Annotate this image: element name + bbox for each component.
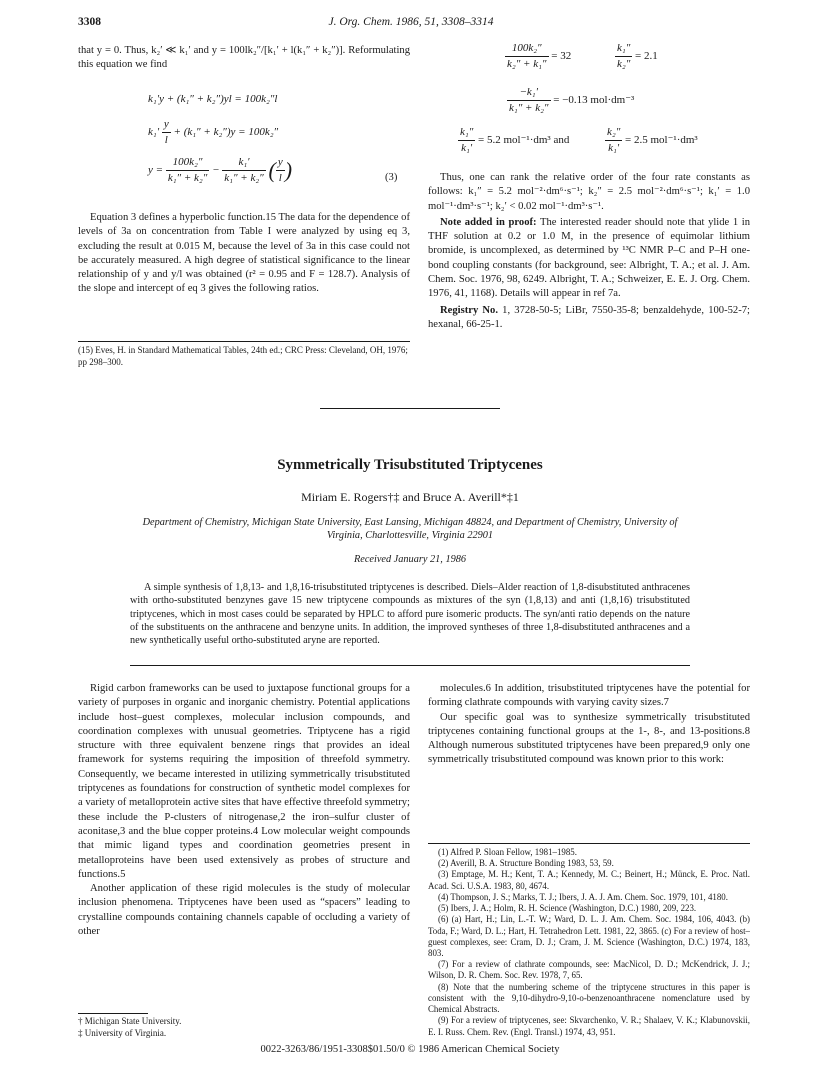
ratio-2-den: k₂″	[617, 57, 631, 70]
eq-b-fraction	[162, 117, 171, 148]
eq3-minus: −	[212, 163, 220, 176]
body-left	[78, 682, 410, 939]
ratio-2-value: = 2.1	[635, 49, 658, 62]
article-affiliation: Department of Chemistry, Michigan State University, East Lansing, Michigan 48824, and Department of Chemistry, University of Virginia, Charlottesville, Virginia 22901	[142, 517, 678, 542]
registry-label: Registry No.	[440, 304, 498, 316]
registry-text: 1, 3728-50-5; LiBr, 7550-35-8; benzaldehyde, 100-52-7; hexanal, 66-25-1.	[428, 304, 750, 330]
body-right-paragraph-2: Our specific goal was to synthesize symmetrically trisubstituted triptycenes containing functional groups at the 1-, 8-, and 13-positions.8 Although numerous substituted triptycenes have been prepared,9 only one symmetrically trisubstituted compound was known prior to this work:	[428, 711, 750, 766]
reference-item: (4) Thompson, J. S.; Marks, T. J.; Ibers, J. A. J. Am. Chem. Soc. 1979, 101, 4180.	[438, 891, 728, 902]
ratio-1-num: 100k₂″	[505, 41, 549, 57]
eq3-paren-den: l	[278, 171, 282, 184]
ratio-4	[458, 125, 569, 156]
ratio-4-den: k₁′	[461, 141, 473, 154]
eq-b-den: l	[164, 133, 168, 146]
hyperbolic-paragraph: Equation 3 defines a hyperbolic function.15 The data for the dependence of levels of 3a on concentration from Table I were analyzed by using eq 3, excluding the result at 0.015 M, because the level of 3a in this case could not be accurately measured. A high degree of statistical significance to the linear relationship of y and y/l was obtained (r² = 0.95 and F = 128.7). Analysis of the slope and intercept of eq 3 gives the following ratios.	[78, 212, 410, 295]
right-text	[428, 171, 750, 332]
journal-citation: J. Org. Chem. 1986, 51, 3308–3314	[328, 16, 494, 28]
ratio-1	[505, 41, 571, 72]
abstract-rule	[130, 665, 690, 666]
ratio-3-num: −k₁′	[507, 85, 551, 101]
equation-b	[148, 117, 278, 148]
reference-item: (7) For a review of clathrate compounds, see: MacNicol, D. D.; McKendrick, J. J.; Wilson, D. R. Chem. Soc. Rev. 1978, 7, 65.	[428, 959, 750, 981]
ratio-5-fraction	[605, 125, 622, 156]
section-divider	[320, 408, 500, 409]
ratio-1-den: k₂″ + k₁″	[507, 57, 547, 70]
eq3-f2-num: k₁′	[222, 155, 266, 171]
footnote-rule	[78, 341, 410, 342]
ratio-5	[605, 125, 698, 156]
affiliation-footnote-rule	[78, 1013, 148, 1014]
eq3-fraction-2	[222, 155, 266, 186]
eq3-f1-num: 100k₂″	[166, 155, 210, 171]
note-text: The interested reader should note that ylide 1 in THF solution at 0.2 or 1.0 M, in the presence of equimolar lithium bromide, is uncomplexed, as determined by ¹³C NMR P–C and P–H one-bond coupling constants (for background, see: Albright, T. A.; et al. J. Am. Chem. Soc. 1976, 98, 6249. Albright, T. A.; Schweizer, E. E. J. Org. Chem. 1976, 41, 1168). Details will appear in ref 7a.	[428, 216, 750, 300]
running-header	[78, 15, 744, 31]
copyright-footer: 0022-3263/86/1951-3308$01.50/0 © 1986 American Chemical Society	[260, 1044, 560, 1055]
eq3-f2-den: k₁″ + k₂″	[224, 171, 264, 184]
eq3-paren-open: (	[268, 157, 276, 183]
footnote-uva: ‡ University of Virginia.	[78, 1027, 167, 1038]
reference-item: (8) Note that the numbering scheme of the triptycene structures in this paper is consistent with the 9,10-dihydro-9,10-o-benzenoanthracene nomenclature used by Chemical Abstracts.	[428, 981, 750, 1015]
article-authors: Miriam E. Rogers†‡ and Bruce A. Averill*‡1	[301, 490, 519, 504]
ratio-1-value: = 32	[551, 49, 572, 62]
note-label: Note added in proof:	[440, 216, 537, 228]
reference-item: (9) For a review of triptycenes, see: Skvarchenko, V. R.; Shalaev, V. K.; Klabunovskii, E. I. Russ. Chem. Rev. (Engl. Transl.) 1974, 43, 951.	[428, 1015, 750, 1037]
eq3-paren-num: y	[276, 155, 285, 171]
left-intro	[78, 44, 410, 73]
page-number: 3308	[78, 16, 101, 28]
ratio-2-num: k₁″	[615, 41, 632, 57]
note-paragraph	[428, 216, 750, 302]
ratio-5-den: k₁′	[608, 141, 620, 154]
body-right-paragraph-1: molecules.6 In addition, trisubstituted triptycenes have the potential for forming clathrate compounds with varying cavity sizes.7	[428, 683, 750, 709]
footnote-msu: † Michigan State University.	[78, 1016, 182, 1026]
ratio-4-fraction	[458, 125, 475, 156]
ratio-4-value: = 5.2 mol⁻¹·dm³ and	[478, 133, 570, 146]
ratio-1-fraction	[505, 41, 549, 72]
ratio-2-fraction	[615, 41, 632, 72]
left-paragraph	[78, 211, 410, 297]
eq3-fraction-1	[166, 155, 210, 186]
references-list	[428, 847, 750, 1038]
reference-item: (5) Ibers, J. A.; Holm, R. H. Science (Washington, D.C.) 1980, 209, 223.	[438, 903, 697, 914]
ratio-3	[507, 85, 634, 116]
ratio-3-den: k₁″ + k₂″	[509, 101, 549, 114]
eq3-lhs: y =	[148, 163, 164, 176]
eq3-paren-close: )	[284, 157, 293, 183]
rank-paragraph: Thus, one can rank the relative order of the four rate constants as follows: k₁″ = 5.2 mol⁻²·dm⁶·s⁻¹; k₂″ = 2.5 mol⁻²·dm⁶·s⁻¹; k₁′ = 1.0 mol⁻¹·dm³·s⁻¹; k₂′ < 0.02 mol⁻¹·dm³·s⁻¹.	[428, 172, 750, 212]
body-right	[428, 682, 750, 768]
reference-item: (6) (a) Hart, H.; Lin, L.-T. W.; Ward, D. L. J. Am. Chem. Soc. 1984, 106, 4043. (b) Toda, F.; Ward, D. L.; Hart, H. Tetrahedron Lett. 1981, 22, 3865. (c) For a review of host–guest complexes, see: Cram, D. J.; Cram, J. M. Science (Washington, D.C.) 1974, 183, 803.	[428, 914, 750, 958]
reference-item: (1) Alfred P. Sloan Fellow, 1981–1985.	[438, 847, 577, 857]
ratio-3-value: = −0.13 mol·dm⁻³	[553, 93, 635, 106]
body-paragraph-1: Rigid carbon frameworks can be used to juxtapose functional groups for a variety of purposes in organic and inorganic chemistry. Potential applications include host–guest complexes, molecular inclusion compounds, and coordination complexes with unusual geometries. Triptycene has a rigid structure with three equivalent benzene rings that provides an ideal framework for systems requiring the imposition of threefold symmetry. Consequently, we became interested in utilizing symmetrically trisubstituted triptycenes as foundations for construction of synthetic model complexes for a variety of metalloprotein active sites that have effective threefold symmetry; these include the P-clusters of nitrogenase,2 the iron–sulfur cluster of aconitase,3 and the blue copper proteins.4 Low molecular weight compounds that mimic ligand types and coordination geometries present in metalloproteins have been used extensively as probes of structure and functions.5	[78, 683, 410, 880]
equation-3	[148, 155, 292, 186]
ratio-3-fraction	[507, 85, 551, 116]
intro-paragraph: that y = 0. Thus, k₂′ ≪ k₁′ and y = 100lk₂″/[k₁′ + l(k₁″ + k₂″)]. Reformulating this equation we find	[78, 45, 410, 71]
eq-b-left: k₁′	[148, 125, 160, 138]
registry-paragraph	[428, 304, 750, 333]
eq3-f1-den: k₁″ + k₂″	[167, 171, 208, 184]
footnote-15: (15) Eves, H. in Standard Mathematical Tables, 24th ed.; CRC Press: Cleveland, OH, 1976; pp 298–300.	[78, 345, 408, 367]
article-title: Symmetrically Trisubstituted Triptycenes	[277, 457, 543, 473]
equation-number: (3)	[385, 172, 398, 183]
eq-b-num: y	[162, 117, 171, 133]
ratio-5-num: k₂″	[605, 125, 622, 141]
ratio-5-value: = 2.5 mol⁻¹·dm³	[625, 133, 698, 146]
reference-item: (2) Averill, B. A. Structure Bonding 1983, 53, 59.	[438, 858, 614, 869]
affiliation-footnotes	[78, 1016, 410, 1039]
reference-item: (3) Emptage, M. H.; Kent, T. A.; Kennedy, M. C.; Beinert, H.; Münck, E. Proc. Natl. Acad. Sci. U.S.A. 1983, 80, 4674.	[428, 869, 750, 891]
eq3-paren-fraction	[276, 155, 285, 186]
ratio-2	[615, 41, 658, 72]
equation-a: k₁′y + (k₁″ + k₂″)yl = 100k₂″l	[148, 93, 278, 105]
eq-b-right: + (k₁″ + k₂″)y = 100k₂″	[173, 125, 279, 138]
body-paragraph-2: Another application of these rigid molecules is the study of molecular inclusion phenomena. Triptycenes have been used as “spacers” leading to crystalline compounds containing channels capable of occluding a variety of other	[78, 883, 410, 938]
abstract: A simple synthesis of 1,8,13- and 1,8,16-trisubstituted triptycenes is described. Diels–Alder reaction of 1,8-disubstituted anthracenes with ortho-substituted benzynes gave 15 new triptycene compounds as mixtures of the syn (1,8,13) and anti (1,8,16) trisubstituted triptycenes, which in most cases could be separated by HPLC to afford pure isomeric products. The syn/anti ratio depends on the nature of the substituents on the anthracene and benzyne units. In addition, the improved syntheses of three 1,8-disubstituted anthracenes and a new synthetically useful ortho-substituted aryne are reported.	[130, 582, 690, 646]
references-rule	[428, 843, 750, 844]
received-date: Received January 21, 1986	[353, 554, 467, 565]
ratio-4-num: k₁″	[458, 125, 475, 141]
